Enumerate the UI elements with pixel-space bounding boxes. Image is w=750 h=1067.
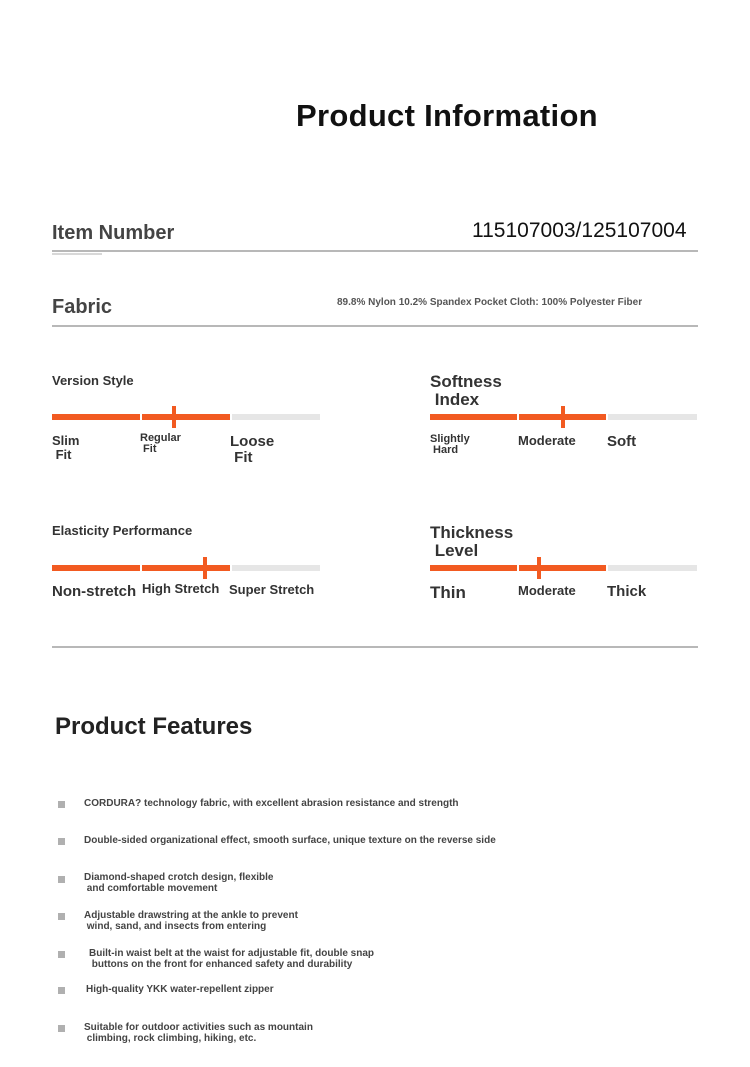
- gauge-label: Super Stretch: [229, 582, 315, 597]
- divider-accent: [52, 253, 102, 255]
- gauge-label: Thin: [430, 583, 466, 602]
- divider: [52, 646, 698, 648]
- bullet-icon: [58, 801, 65, 808]
- page-title: Product Information: [296, 98, 598, 133]
- fabric-value: 89.8% Nylon 10.2% Spandex Pocket Cloth: 100% Polyester Fiber: [337, 297, 643, 308]
- feature-item: Double-sided organizational effect, smooth surface, unique texture on the reverse side: [84, 835, 496, 846]
- bullet-icon: [58, 876, 65, 883]
- gauge-marker: [172, 406, 176, 428]
- gauge-segment-empty: [232, 414, 320, 420]
- bullet-icon: [58, 951, 65, 958]
- bullet-icon: [58, 838, 65, 845]
- gauge-title: Elasticity Performance: [52, 523, 193, 538]
- gauge-label: High Stretch: [142, 581, 220, 596]
- feature-item: Suitable for outdoor activities such as mountain climbing, rock climbing, hiking, etc.: [84, 1022, 313, 1044]
- feature-item: Diamond-shaped crotch design, flexible and comfortable movement: [84, 872, 274, 894]
- divider: [52, 325, 698, 327]
- bullet-icon: [58, 913, 65, 920]
- gauge-segment-filled: [430, 414, 517, 420]
- gauge-segment-filled: [519, 565, 606, 571]
- gauge-marker: [561, 406, 565, 428]
- gauge-label: Loose Fit: [230, 433, 275, 466]
- gauge-label: Slightly Hard: [430, 433, 470, 456]
- gauge-marker: [537, 557, 541, 579]
- gauge-segment-filled: [52, 414, 140, 420]
- bullet-icon: [58, 987, 65, 994]
- gauge-title: Thickness Level: [430, 523, 514, 560]
- gauge-title: Version Style: [52, 373, 134, 388]
- gauge-segment-filled: [142, 414, 230, 420]
- feature-item: High-quality YKK water-repellent zipper: [86, 984, 274, 995]
- gauge-segment-filled: [52, 565, 140, 571]
- gauge-label: Non-stretch: [52, 583, 137, 600]
- feature-item: Built-in waist belt at the waist for adjustable fit, double snap buttons on the front for enhanced safety and durability: [89, 948, 375, 970]
- gauge-segment-empty: [608, 414, 697, 420]
- item-number-value: 115107003/125107004: [472, 219, 687, 242]
- gauge-label: Moderate: [518, 433, 576, 448]
- gauge-label: Slim Fit: [52, 433, 80, 462]
- gauge-label: Thick: [607, 583, 647, 600]
- item-number-label: Item Number: [52, 222, 175, 244]
- gauge-title: Softness Index: [430, 372, 502, 409]
- gauge-segment-filled: [430, 565, 517, 571]
- feature-item: Adjustable drawstring at the ankle to prevent wind, sand, and insects from entering: [84, 910, 298, 932]
- feature-item: CORDURA? technology fabric, with excellent abrasion resistance and strength: [84, 798, 459, 809]
- gauge-label: Regular Fit: [140, 432, 181, 455]
- gauge-segment-filled: [142, 565, 230, 571]
- divider: [52, 250, 698, 252]
- gauge-segment-empty: [232, 565, 320, 571]
- gauge-segment-empty: [608, 565, 697, 571]
- fabric-label: Fabric: [52, 296, 113, 318]
- bullet-icon: [58, 1025, 65, 1032]
- gauge-label: Moderate: [518, 583, 576, 598]
- gauge-label: Soft: [607, 433, 637, 450]
- gauge-marker: [203, 557, 207, 579]
- features-title: Product Features: [55, 713, 253, 740]
